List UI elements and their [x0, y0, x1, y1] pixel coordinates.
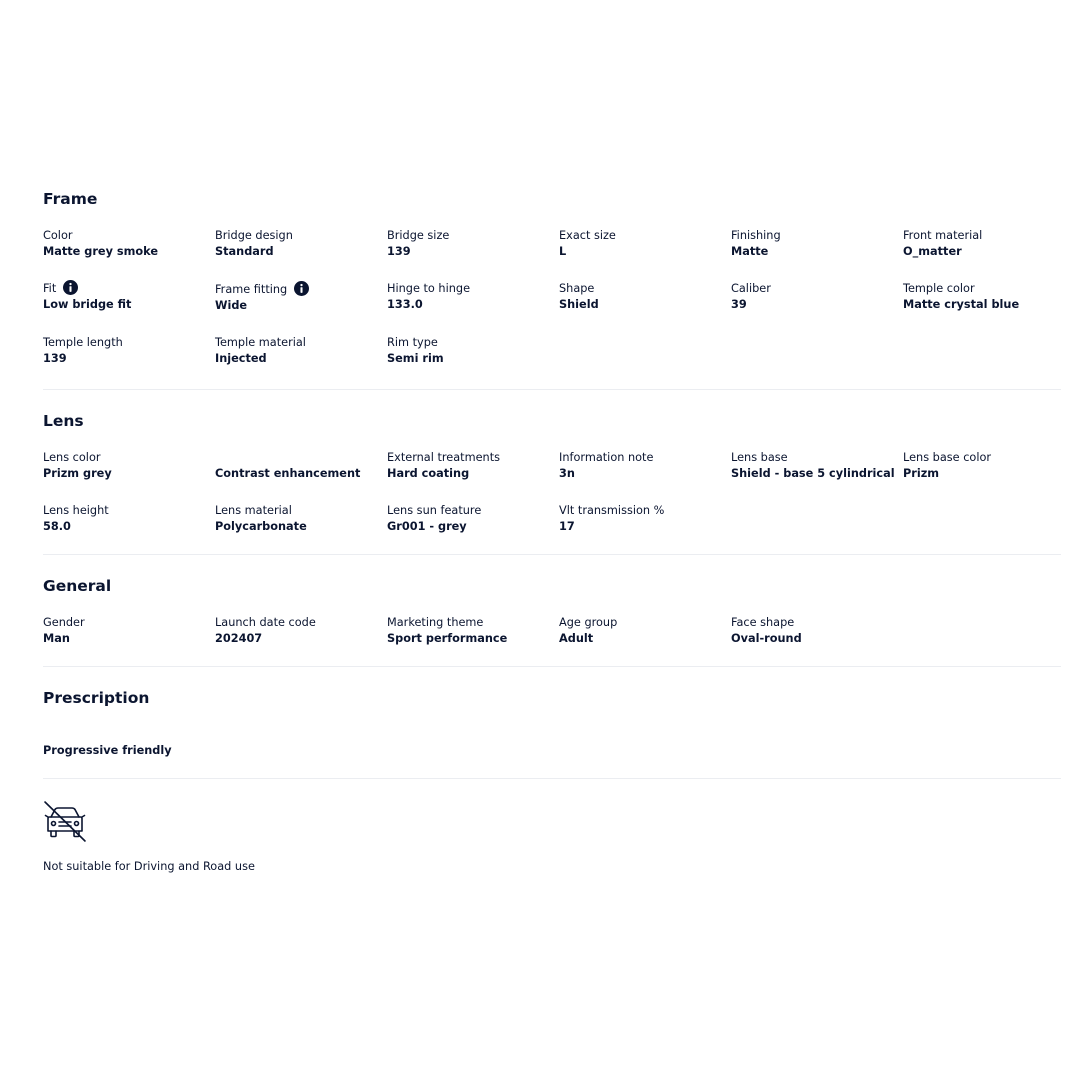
spec-label [215, 450, 387, 466]
spec-temple-color [903, 281, 1075, 313]
spec-lens-sun-feature [387, 503, 559, 535]
spec-vlt-transmission [559, 503, 731, 535]
spec-value: 3n [559, 467, 575, 480]
spec-value: Contrast enhancement [215, 467, 361, 480]
spec-value: 39 [731, 298, 747, 311]
spec-label: Launch date code [215, 616, 316, 629]
spec-value: Progressive friendly [43, 744, 172, 757]
frame-spec-grid [43, 228, 1061, 367]
driving-notice-text: Not suitable for Driving and Road use [43, 860, 255, 873]
spec-label: Exact size [559, 229, 616, 242]
general-spec-grid [43, 615, 1061, 647]
spec-rim-type [387, 335, 559, 367]
spec-label: Lens base color [903, 451, 992, 464]
frame-section-title: Frame [43, 190, 98, 208]
general-section [43, 555, 1061, 667]
spec-label: Shape [559, 282, 595, 295]
spec-value: 139 [387, 245, 411, 258]
spec-lens-material [215, 503, 387, 535]
spec-hinge-to-hinge [387, 281, 559, 313]
spec-exact-size [559, 228, 731, 260]
spec-face-shape [731, 615, 903, 647]
product-specifications [43, 188, 1061, 875]
spec-label: Age group [559, 616, 618, 629]
spec-label: Rim type [387, 336, 438, 349]
frame-section [43, 188, 1061, 390]
spec-temple-material [215, 335, 387, 367]
spec-value: 17 [559, 520, 575, 533]
spec-label: Frame fitting [215, 283, 288, 296]
spec-front-material [903, 228, 1075, 260]
general-section-title: General [43, 577, 112, 595]
spec-value: Prizm grey [43, 467, 112, 480]
spec-value: Prizm [903, 467, 940, 480]
spec-value: Shield [559, 298, 599, 311]
spec-gender [43, 615, 215, 647]
spec-external-treatments [387, 450, 559, 482]
spec-label: Bridge size [387, 229, 450, 242]
spec-age-group [559, 615, 731, 647]
spec-label: Hinge to hinge [387, 282, 471, 295]
spec-lens-color [43, 450, 215, 482]
spec-label: Marketing theme [387, 616, 484, 629]
spec-value: Semi rim [387, 352, 444, 365]
spec-fit [43, 281, 215, 313]
spec-value: L [559, 245, 567, 258]
driving-notice [43, 779, 1061, 875]
spec-value: Sport performance [387, 632, 508, 645]
spec-lens-base-color [903, 450, 1075, 482]
spec-label: Temple color [903, 282, 975, 295]
spec-value: Hard coating [387, 467, 470, 480]
prescription-section-title: Prescription [43, 689, 150, 707]
spec-label: Lens base [731, 451, 788, 464]
spec-value: Low bridge fit [43, 298, 132, 311]
spec-label: Face shape [731, 616, 795, 629]
spec-value: Matte crystal blue [903, 298, 1020, 311]
spec-value: Man [43, 632, 70, 645]
spec-label: Front material [903, 229, 983, 242]
spec-value: Injected [215, 352, 267, 365]
spec-value: Shield - base 5 cylindrical [731, 467, 895, 480]
spec-bridge-design [215, 228, 387, 260]
spec-lens-base [731, 450, 903, 482]
spec-value: Wide [215, 299, 248, 312]
spec-label: Finishing [731, 229, 781, 242]
spec-label: Caliber [731, 282, 771, 295]
spec-label: Lens material [215, 504, 292, 517]
spec-value: Oval-round [731, 632, 802, 645]
lens-section [43, 390, 1061, 555]
info-icon[interactable] [63, 280, 78, 295]
spec-label: External treatments [387, 451, 501, 464]
spec-label: Color [43, 229, 73, 242]
spec-label: Gender [43, 616, 85, 629]
spec-label: Bridge design [215, 229, 293, 242]
spec-label: Fit [43, 282, 57, 295]
spec-marketing-theme [387, 615, 559, 647]
info-icon[interactable] [294, 281, 309, 296]
spec-value: 133.0 [387, 298, 423, 311]
spec-information-note [559, 450, 731, 482]
spec-bridge-size [387, 228, 559, 260]
lens-spec-grid [43, 450, 1061, 535]
spec-label [43, 727, 215, 743]
spec-value: Adult [559, 632, 594, 645]
spec-frame-fitting [215, 281, 387, 313]
spec-lens-height [43, 503, 215, 535]
spec-value: Polycarbonate [215, 520, 307, 533]
prescription-section [43, 667, 1061, 779]
no-driving-car-icon [43, 800, 87, 843]
spec-label: Vlt transmission % [559, 504, 665, 517]
spec-label: Lens color [43, 451, 101, 464]
spec-finishing [731, 228, 903, 260]
spec-caliber [731, 281, 903, 313]
spec-value: 58.0 [43, 520, 71, 533]
spec-value: 202407 [215, 632, 263, 645]
spec-shape [559, 281, 731, 313]
spec-launch-date-code [215, 615, 387, 647]
spec-value: O_matter [903, 245, 962, 258]
spec-label: Information note [559, 451, 654, 464]
spec-label: Lens height [43, 504, 109, 517]
spec-value: Matte [731, 245, 769, 258]
spec-value: Matte grey smoke [43, 245, 159, 258]
spec-value: 139 [43, 352, 67, 365]
spec-color [43, 228, 215, 260]
prescription-spec-grid [43, 727, 1061, 759]
spec-value: Gr001 - grey [387, 520, 467, 533]
spec-temple-length [43, 335, 215, 367]
spec-lens-feature [215, 450, 387, 482]
lens-section-title: Lens [43, 412, 84, 430]
spec-progressive-friendly [43, 727, 215, 759]
spec-label: Temple length [43, 336, 123, 349]
spec-value: Standard [215, 245, 274, 258]
spec-label: Temple material [215, 336, 306, 349]
spec-label: Lens sun feature [387, 504, 482, 517]
